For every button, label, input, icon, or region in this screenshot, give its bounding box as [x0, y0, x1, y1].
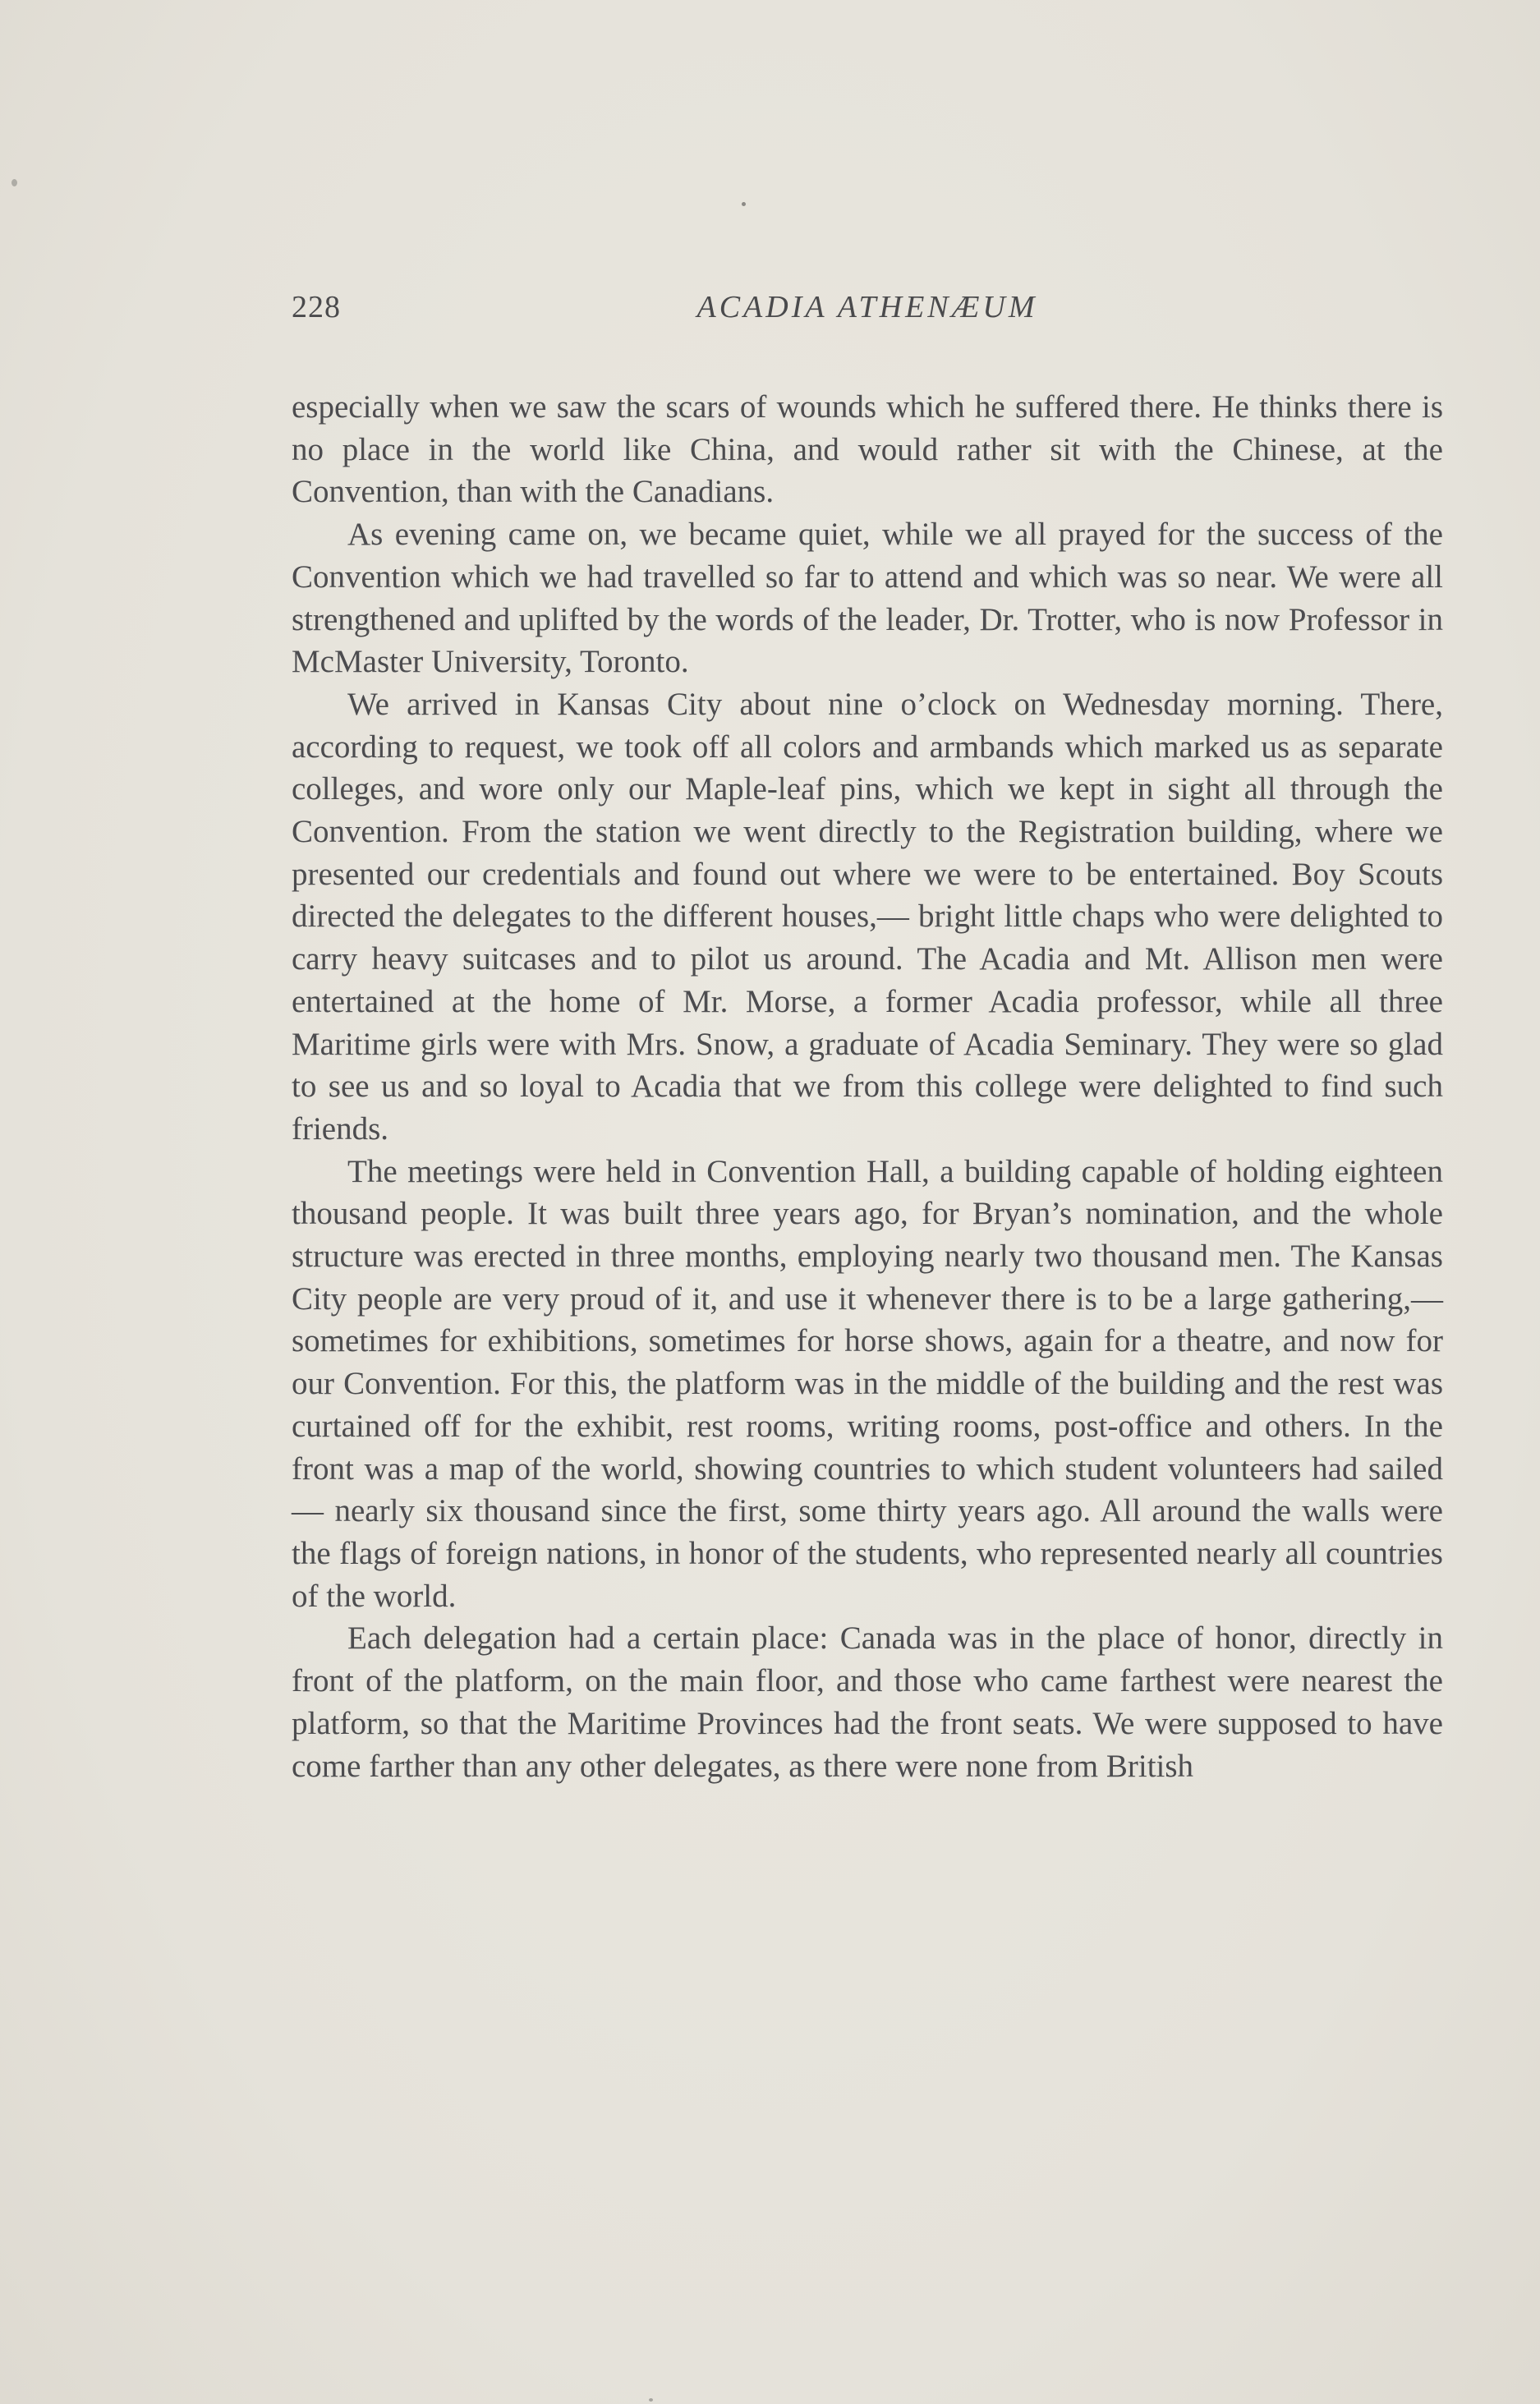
page-number: 228	[292, 290, 341, 324]
paragraph: We arrived in Kansas City about nine o’clock on Wednesday morning. There, according to request, we took off all colors and armbands which marked us as separate colleges, and wore only our Maple-leaf pins, which we kept in sight all through the Convention. From the station we went directly to the Registration building, where we presented our credentials and found out where we were to be entertained. Boy Scouts directed the delegates to the different houses,— bright little chaps who were delighted to carry heavy suitcases and to pilot us around. The Acadia and Mt. Allison men were entertained at the home of Mr. Morse, a former Acadia professor, while all three Maritime girls were with Mrs. Snow, a graduate of Acadia Seminary. They were so glad to see us and so loyal to Acadia that we from this college were delighted to find such friends.	[292, 686, 1443, 1147]
paragraph: The meetings were held in Convention Hall, a building capable of holding eighteen thousand people. It was built three years ago, for Bryan’s nomination, and the whole structure was erected in three months, employing nearly two thousand men. The Kansas City people are very proud of it, and use it whenever there is to be a large gathering,— sometimes for exhibitions, sometimes for horse shows, again for a theatre, and now for our Convention. For this, the platform was in the middle of the building and the rest was curtained off for the exhibit, rest rooms, writing rooms, post-office and others. In the front was a map of the world, showing countries to which student volunteers had sailed — nearly six thousand since the first, some thirty years ago. All around the walls were the flags of foreign nations, in honor of the students, who represented nearly all countries of the world.	[292, 1153, 1443, 1614]
journal-title: ACADIA ATHENÆUM	[696, 290, 1038, 324]
running-head	[292, 289, 1443, 338]
article-body	[292, 386, 1443, 1787]
paper-speck	[11, 179, 17, 186]
paragraph: especially when we saw the scars of wounds which he suffered there. He thinks there is no place in the world like China, and would rather sit with the Chinese, at the Convention, than with the Canadians.	[292, 389, 1443, 510]
paragraph: As evening came on, we became quiet, while we all prayed for the success of the Convention which we had travelled so far to attend and which was so near. We were all strengthened and uplifted by the words of the leader, Dr. Trotter, who is now Professor in McMaster University, Toronto.	[292, 517, 1443, 680]
paragraph: Each delegation had a certain place: Canada was in the place of honor, directly in front of the platform, on the main floor, and those who came farthest were nearest the platform, so that the Maritime Provinces had the front seats. We were supposed to have come farther than any other delegates, as there were none from British	[292, 1620, 1443, 1784]
paper-speck	[742, 202, 746, 206]
paper-speck	[649, 2398, 653, 2402]
